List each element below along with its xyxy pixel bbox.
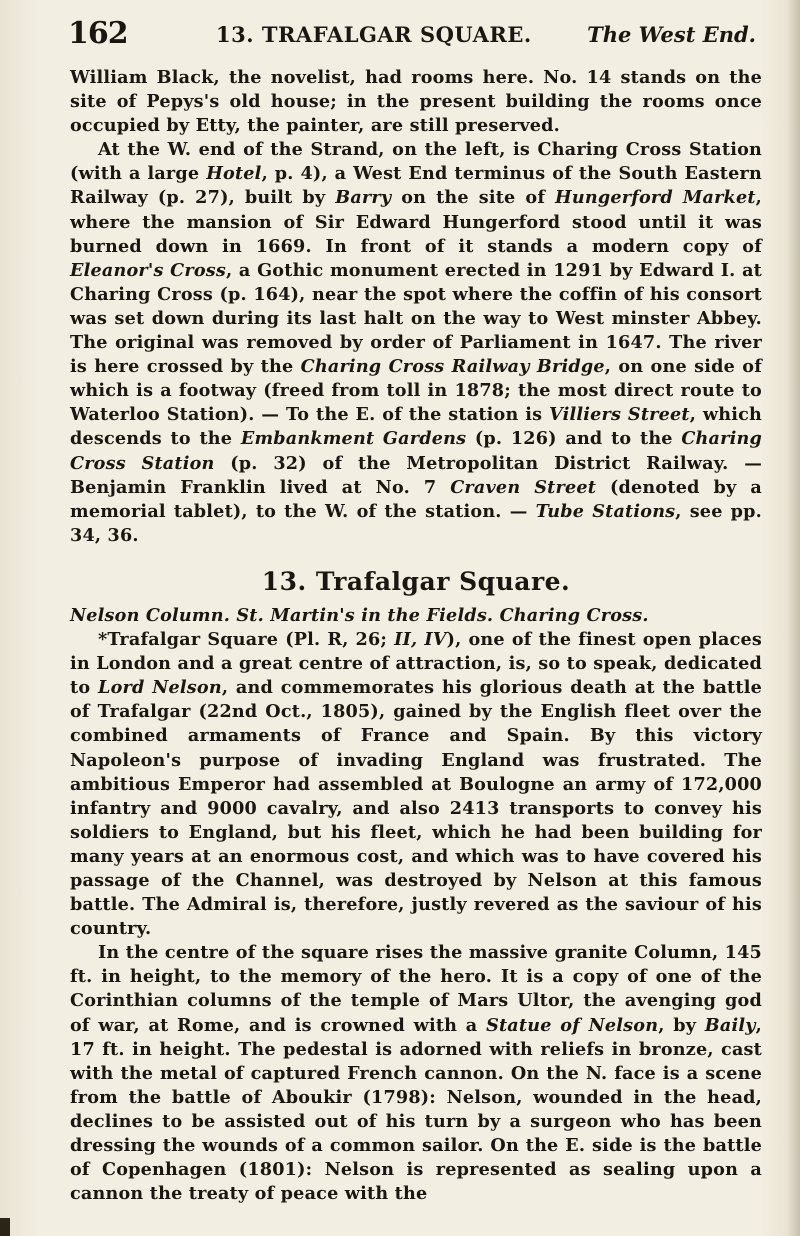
paragraph-nelson-column [70,941,762,1206]
term-baily: Baily [704,1014,756,1036]
term-charing-cross-station: Charing Cross Station [537,139,763,161]
text-run: (Pl. R, 26; [278,629,395,651]
paragraph-william-black [70,66,762,138]
page-number: 162 [68,16,128,51]
text-run: , and commemorates his glorious death at the battle of Trafalgar (22nd Oct., 1805), gained by the English fleet over the combined armaments of France and Spain. By this victory Napoleon's purpose of invading England was frustrated. The ambitious Emperor had assembled at Boulogne an army of 172,000 infantry and 9000 cavalry, and also 2413 transports to convey his soldiers to England, but his fleet, which he had been building for many years at an enormous cost, and which was to have covered his passage of the Channel, was destroyed by Nelson at this famous battle. The Admiral is, therefore, justly revered as the saviour of his country. [70,677,762,940]
text-run: , 145 ft. in height, to the memory of the hero. It is a copy of one of the Corinthian columns of the temple of Mars Ultor, the avenging god of war, at Rome, and is crowned with a [70,942,762,1036]
text-run: , which descends to the [70,404,763,450]
text-run: (p. 126) and to the [466,428,682,450]
section-subheading: Nelson Column. St. Martin's in the Fields. Charing Cross. [70,604,649,626]
section-heading: 13. Trafalgar Square. [261,566,571,596]
text-run: , 17 ft. in height. The pedestal is adorned with reliefs in bronze, cast with the metal of captured French cannon. On the N. face is a scene from the battle of Aboukir (1798): Nelson, wounded in the head, declines to be assisted out of his turn by a surgeon who has been dressing the wounds of a common sailor. On the E. side is the battle of Copenhagen (1801): Nelson is represented as sealing upon a cannon the treaty of peace with the [70,1014,762,1205]
body-text [70,66,762,1206]
text-run: In the centre of the square rises the massive granite [98,942,635,964]
term-barry: Barry [335,187,392,209]
running-head-title: 13. TRAFALGAR SQUARE. [216,22,532,47]
text-run: , a Gothic monument erected in 1291 by Edward I. at Charing Cross (p. 164), near the spot where the coffin of his consort was set down during its last halt on the way to West minster Abbey. The original was removed by order of Parliament in 1647. The river is here crossed by the [70,259,762,378]
term-charing-cross-station-district: Charing Cross Station [70,428,762,474]
term-villiers-street: Villiers Street [549,404,690,426]
text-run: ), one of the finest open places in London and a great centre of attraction, is, so to speak, dedicated to [70,629,762,699]
term-lord-nelson: Lord Nelson [98,677,222,699]
term-embankment-gardens: Embankment Gardens [240,428,467,450]
term-hungerford-market: Hungerford Market [555,187,756,209]
scan-corner-mark [0,1218,10,1236]
term-railway-bridge: Charing Cross Railway Bridge [300,356,605,378]
term-hotel: Hotel [206,163,262,185]
term-column: Column [634,942,712,964]
text-run: At the W. end of the Strand, on the left, is [98,139,538,161]
text-run: (denoted by a memorial tablet), to the W. of the station. — [70,476,762,522]
paragraph-charing-cross [70,138,762,548]
text-run: , see pp. 34, 36. [70,500,762,546]
text-run: (p. 32) of the Metropolitan District Railway. — Benjamin Franklin lived at No. 7 [70,452,762,498]
term-eleanors-cross: Eleanor's Cross [70,259,226,281]
running-head [68,16,758,56]
paragraph-trafalgar-square [70,628,762,941]
text-run: , p. 4), a West End terminus of the South Eastern Railway (p. 27), built by [70,163,762,209]
text-run: , where the mansion of Sir Edward Hungerford stood until it was burned down in 1669. In front of it stands a modern copy of [70,187,762,257]
paragraph-text: William Black, the novelist, had rooms here. No. 14 stands on the site of Pepys's old house; in the present building the rooms once occupied by Etty, the painter, are still preserved. [70,67,762,137]
term-tube-stations: Tube Stations [535,500,676,522]
term-plates: II, IV [394,629,447,651]
term-trafalgar-square: *Trafalgar Square [98,629,279,651]
text-run: on the site of [391,187,556,209]
text-run: (with a large [70,163,207,185]
term-statue-of-nelson: Statue of Nelson [486,1014,659,1036]
page-edge-shadow [786,0,800,1236]
text-run: , by [658,1014,705,1036]
running-head-section: The West End. [587,22,756,47]
term-craven-street: Craven Street [450,476,597,498]
text-run: , on one side of which is a footway (freed from toll in 1878; the most direct route to Waterloo Station). — To the E. of the station is [70,356,762,426]
